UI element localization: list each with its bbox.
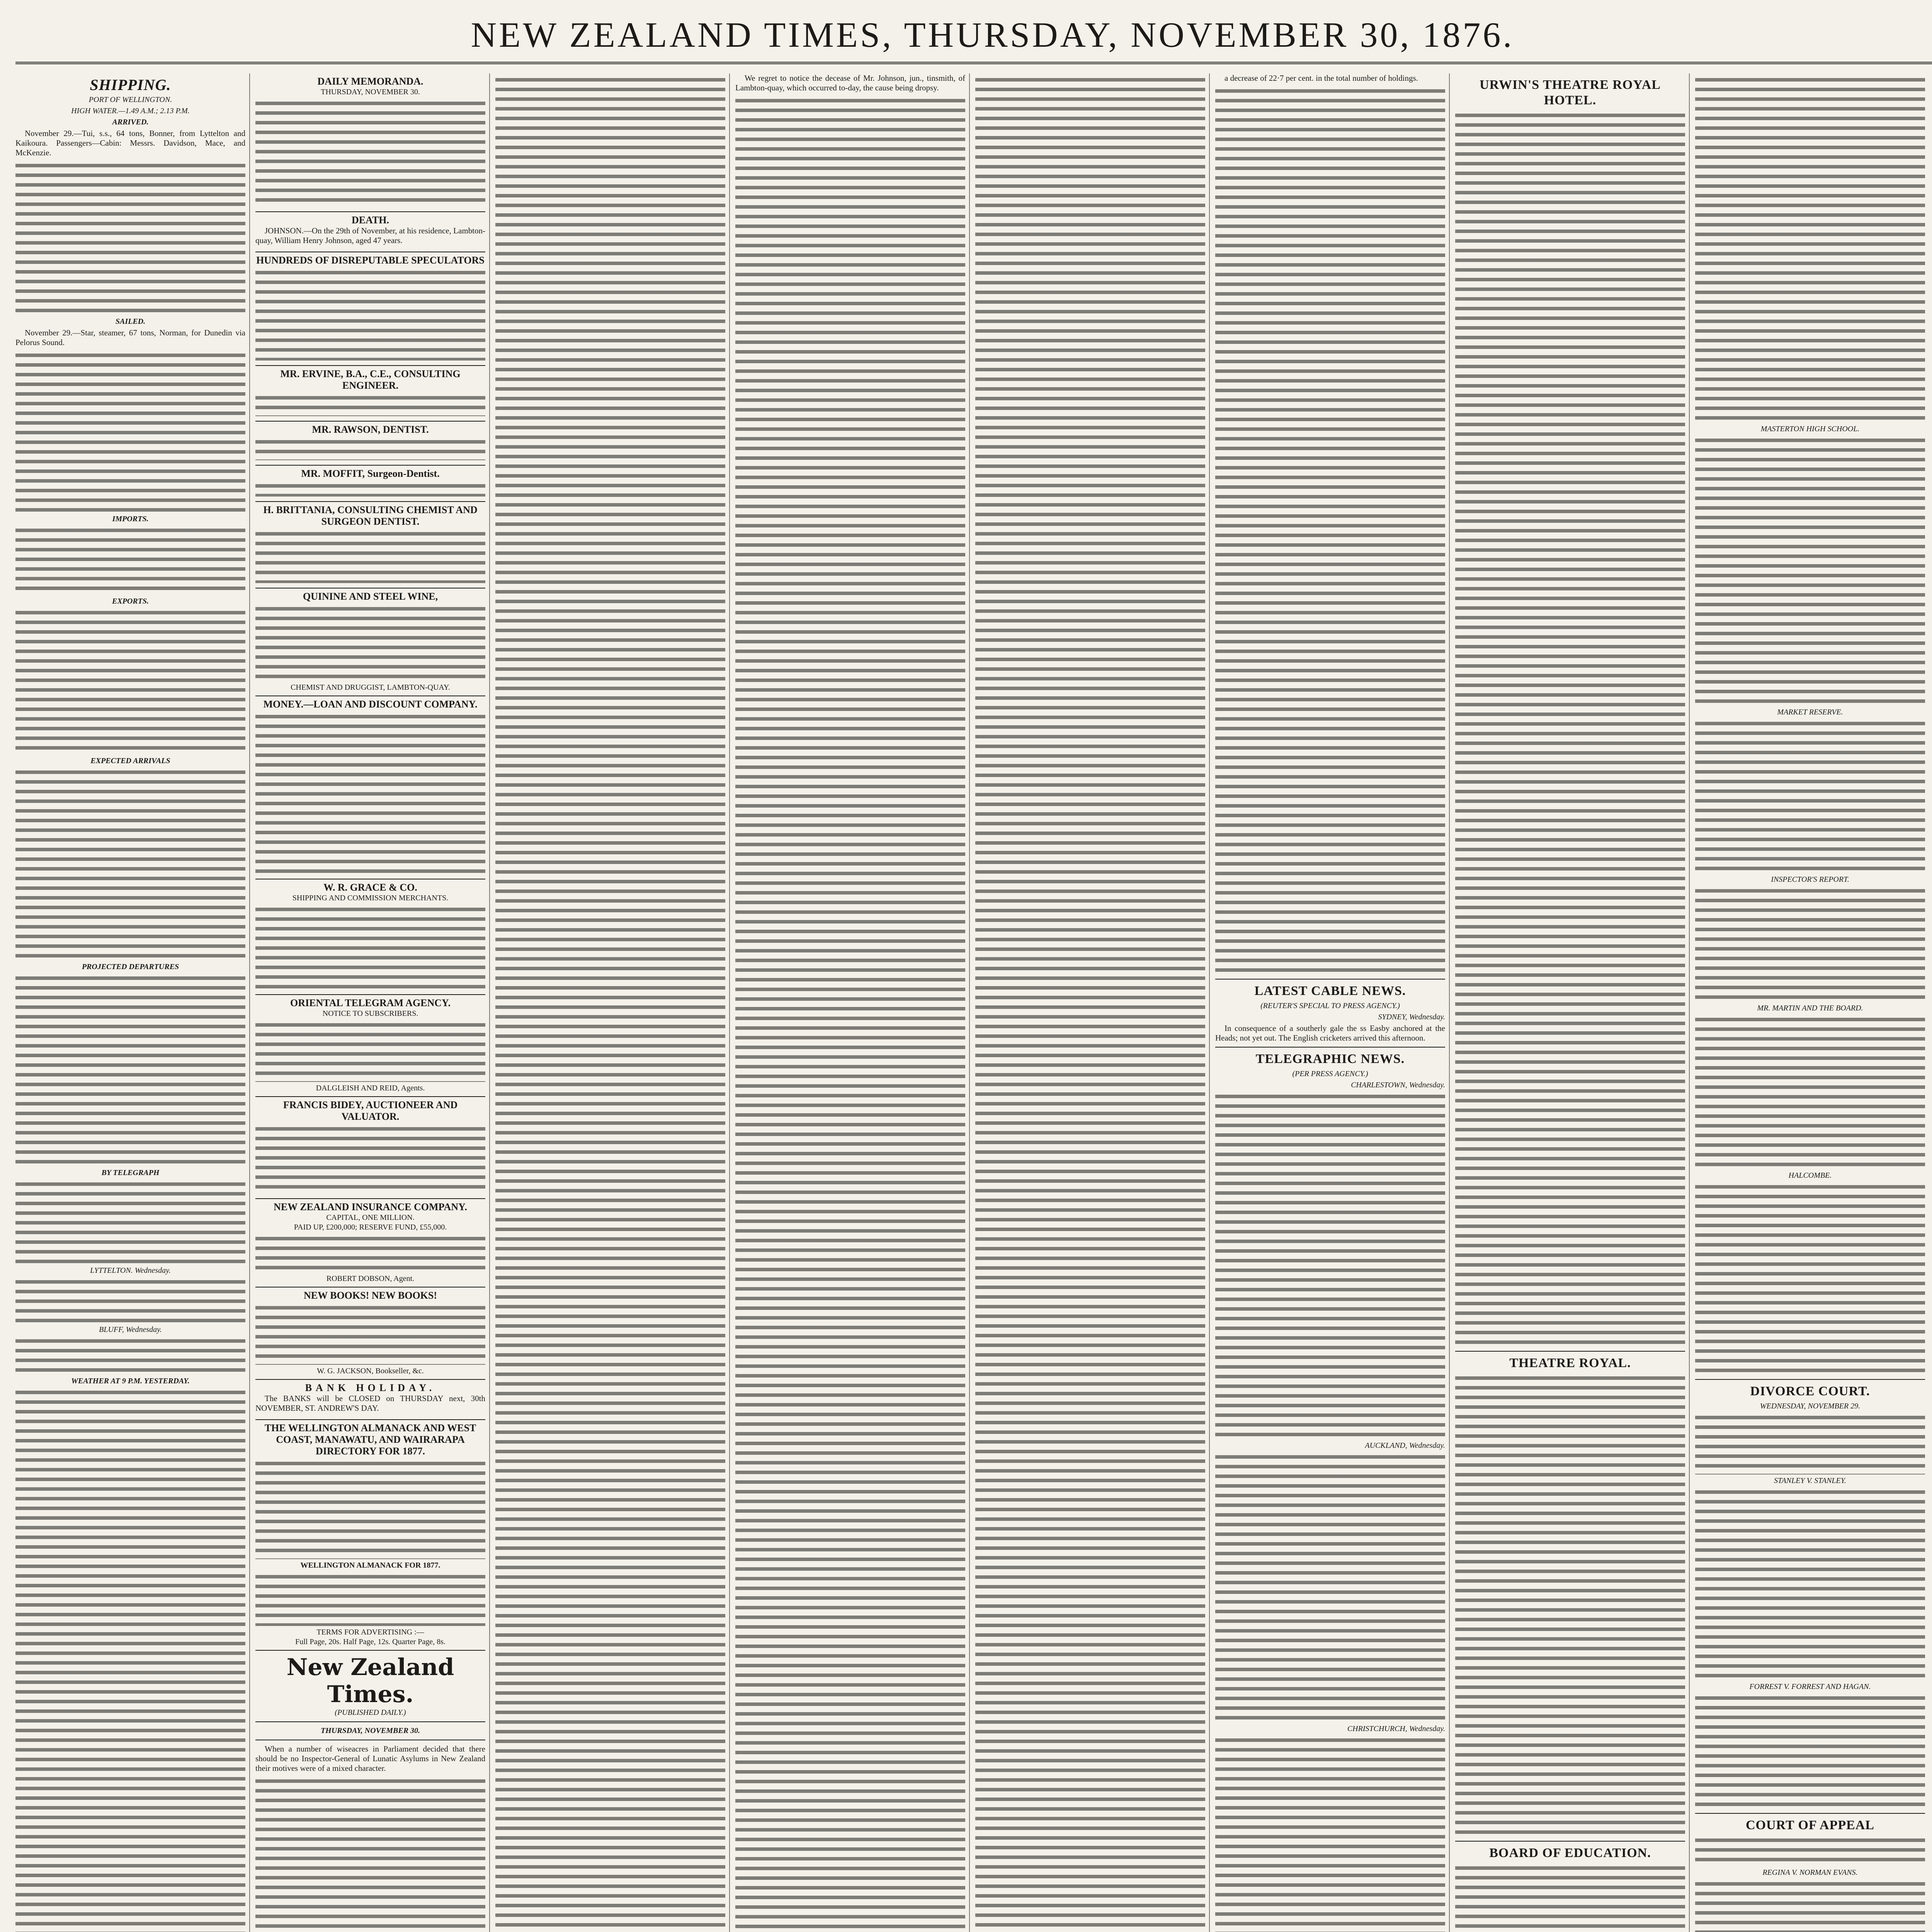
- divider: [1695, 1813, 1925, 1814]
- exports-list: [15, 608, 245, 755]
- newspaper-page: [15, 8, 1932, 1932]
- death-heading: DEATH.: [351, 214, 389, 226]
- local-news-opening: We regret to notice the decease of Mr. Johnson, jun., tinsmith, of Lambton-quay, which occurred to-day, the cause being dropsy.: [735, 73, 965, 92]
- inspector-heading: INSPECTOR'S REPORT.: [1771, 875, 1849, 884]
- column-telegraphic: [1215, 73, 1450, 1932]
- bluff-text: [15, 1336, 245, 1375]
- divorce-intro: [1695, 1413, 1925, 1475]
- memoranda-date: THURSDAY, NOVEMBER 30.: [321, 88, 420, 96]
- telegraphic-heading: TELEGRAPHIC NEWS.: [1255, 1052, 1405, 1066]
- oriental-sub: NOTICE TO SUBSCRIBERS.: [322, 1009, 418, 1018]
- divider: [255, 1721, 485, 1722]
- bank-holiday-text: The BANKS will be CLOSED on THURSDAY next, 30th NOVEMBER, ST. ANDREW'S DAY.: [255, 1394, 485, 1413]
- moffit-ad: MR. MOFFIT, Surgeon-Dentist.: [301, 468, 440, 479]
- projected-list: [15, 973, 245, 1167]
- board-continued: [1695, 75, 1925, 423]
- insurance-ad: NEW ZEALAND INSURANCE COMPANY.: [274, 1201, 467, 1213]
- cable-text: In consequence of a southerly gale the ss Easby anchored at the Heads; not yet out. The English cricketers arrived this afternoon.: [1215, 1024, 1445, 1043]
- column-advertisements: [255, 73, 490, 1932]
- market-text: [1695, 719, 1925, 873]
- grace-ad: W. R. GRACE & CO.: [323, 882, 417, 893]
- local-news-continued: [975, 75, 1205, 1932]
- projected-heading: PROJECTED DEPARTURES: [82, 963, 179, 971]
- theatre-heading: THEATRE ROYAL.: [1509, 1356, 1631, 1370]
- column-theatre: [1455, 73, 1690, 1932]
- port-heading: PORT OF WELLINGTON.: [88, 95, 172, 104]
- ad-text: [255, 1572, 485, 1626]
- ervine-ad: MR. ERVINE, B.A., C.E., CONSULTING ENGINEER.: [280, 368, 461, 391]
- ad-text: [255, 481, 485, 497]
- expected-list: [15, 767, 245, 961]
- newspaper-title: New Zealand Times.: [286, 1654, 454, 1708]
- shipping-heading: SHIPPING.: [90, 76, 171, 94]
- ad-text: [255, 437, 485, 460]
- tide-line: HIGH WATER.—1.49 A.M.; 2.13 P.M.: [71, 107, 190, 115]
- insurance-paid: PAID UP, £200,000; RESERVE FUND, £55,000.: [294, 1223, 447, 1231]
- high-school-text: [1695, 435, 1925, 706]
- imports-heading: IMPORTS.: [112, 515, 149, 523]
- cable-place: SYDNEY, Wednesday.: [1378, 1013, 1445, 1021]
- case-stanley: STANLEY V. STANLEY.: [1774, 1476, 1847, 1485]
- divorce-heading: DIVORCE COURT.: [1750, 1384, 1870, 1398]
- telegraph-text: [15, 1179, 245, 1264]
- death-notice: JOHNSON.—On the 29th of November, at his residence, Lambton-quay, William Henry Johnson, aged 47 years.: [255, 226, 485, 245]
- exports-heading: EXPORTS.: [112, 597, 149, 605]
- divider: [1215, 979, 1445, 980]
- rawson-ad: MR. RAWSON, DENTIST.: [312, 424, 429, 435]
- columns: [15, 73, 1932, 1932]
- theatre-text: [1455, 1373, 1685, 1837]
- ad-text: [255, 604, 485, 681]
- quinine-ad: QUININE AND STEEL WINE,: [303, 591, 438, 602]
- market-heading: MARKET RESERVE.: [1777, 708, 1843, 716]
- case-forrest: FORREST V. FORREST AND HAGAN.: [1749, 1682, 1871, 1691]
- insurance-agent: ROBERT DOBSON, Agent.: [326, 1274, 415, 1283]
- high-school-heading: MASTERTON HIGH SCHOOL.: [1760, 425, 1860, 433]
- terms-heading: TERMS FOR ADVERTISING :—: [316, 1628, 424, 1636]
- article-continued: [1215, 86, 1445, 975]
- money-ad: MONEY.—LOAN AND DISCOUNT COMPANY.: [263, 699, 478, 710]
- bidey-ad: FRANCIS BIDEY, AUCTIONEER AND VALUATOR.: [283, 1099, 458, 1122]
- divider: [1455, 1351, 1685, 1352]
- ad-text: [255, 529, 485, 583]
- chemist-name: CHEMIST AND DRUGGIST, LAMBTON-QUAY.: [291, 683, 450, 692]
- memoranda-heading: DAILY MEMORANDA.: [317, 76, 423, 87]
- ad-text: [255, 1303, 485, 1365]
- weather-heading: WEATHER AT 9 P.M. YESTERDAY.: [71, 1377, 190, 1385]
- lyttelton-heading: LYTTELTON. Wednesday.: [90, 1266, 171, 1275]
- sailed-list: [15, 350, 245, 513]
- column-local-news: [735, 73, 970, 1932]
- telegraph-text-3: [1215, 1735, 1445, 1932]
- britannia-ad: H. BRITTANIA, CONSULTING CHEMIST AND SURGEON DENTIST.: [263, 504, 478, 527]
- halcombe-text: [1695, 1182, 1925, 1375]
- telegraph-place-3: CHRISTCHURCH, Wednesday.: [1347, 1725, 1445, 1733]
- books-ad: NEW BOOKS! NEW BOOKS!: [303, 1290, 437, 1301]
- case-forrest-text: [1695, 1693, 1925, 1809]
- arrivals-list: [15, 161, 245, 315]
- cable-subheading: (REUTER'S SPECIAL TO PRESS AGENCY.): [1260, 1002, 1400, 1010]
- telegraph-place-1: CHARLESTOWN, Wednesday.: [1351, 1081, 1445, 1089]
- arrived-heading: ARRIVED.: [112, 118, 149, 126]
- column-local-news-2: [975, 73, 1210, 1932]
- case-evans: REGINA V. NORMAN EVANS.: [1762, 1868, 1858, 1877]
- divider: [1695, 1379, 1925, 1380]
- memoranda-text: [255, 99, 485, 207]
- case-stanley-text: [1695, 1487, 1925, 1680]
- ad-text: [255, 1124, 485, 1194]
- column-shipping: [15, 73, 250, 1932]
- almanac-title2: WELLINGTON ALMANACK FOR 1877.: [300, 1561, 440, 1570]
- bluff-heading: BLUFF, Wednesday.: [99, 1325, 162, 1334]
- board-text: [1455, 1863, 1685, 1932]
- divider: [1455, 1841, 1685, 1842]
- board-heading: BOARD OF EDUCATION.: [1489, 1846, 1651, 1860]
- leader-opening: When a number of wiseacres in Parliament decided that there should be no Inspector-General of Lunatic Asylums in New Zealand their motives were of a mixed character.: [255, 1744, 485, 1773]
- expected-heading: EXPECTED ARRIVALS: [90, 757, 170, 765]
- lyttelton-text: [15, 1277, 245, 1323]
- martin-text: [1695, 1015, 1925, 1169]
- bookseller: W. G. JACKSON, Bookseller, &c.: [317, 1367, 424, 1375]
- column-leader: [495, 73, 730, 1932]
- appeal-intro: [1695, 1835, 1925, 1866]
- column-courts: [1695, 73, 1929, 1932]
- telegraph-text-2: [1215, 1452, 1445, 1723]
- published-line: (PUBLISHED DAILY.): [335, 1708, 406, 1717]
- insurance-capital: CAPITAL, ONE MILLION.: [326, 1213, 415, 1222]
- speculators-ad-title: HUNDREDS OF DISREPUTABLE SPECULATORS: [256, 255, 485, 266]
- almanac-ad: THE WELLINGTON ALMANACK AND WEST COAST, MANAWATU, AND WAIRARAPA DIRECTORY FOR 1877.: [264, 1422, 476, 1457]
- divorce-date: WEDNESDAY, NOVEMBER 29.: [1760, 1402, 1861, 1410]
- hotel-text: [1455, 111, 1685, 1347]
- halcombe-heading: HALCOMBE.: [1788, 1171, 1832, 1180]
- speculators-ad-text: [255, 268, 485, 361]
- divider: [1215, 1047, 1445, 1048]
- telegraph-place-2: AUCKLAND, Wednesday.: [1365, 1441, 1445, 1450]
- masthead: NEW ZEALAND TIMES, THURSDAY, NOVEMBER 30, 1876.: [15, 8, 1932, 64]
- appeal-heading: COURT OF APPEAL: [1745, 1818, 1875, 1832]
- leader-continued: [495, 75, 725, 1932]
- case-evans-text: [1695, 1879, 1925, 1932]
- telegraph-heading: BY TELEGRAPH: [101, 1168, 160, 1177]
- ad-text: [255, 1020, 485, 1082]
- leader-text: [255, 1776, 485, 1932]
- shipping-notes: [15, 1388, 245, 1932]
- ad-text: [255, 1234, 485, 1272]
- imports-list: [15, 526, 245, 595]
- local-news-text: [735, 96, 965, 1932]
- article-continued-opening: a decrease of 22·7 per cent. in the total number of holdings.: [1225, 73, 1418, 83]
- hotel-heading: URWIN'S THEATRE ROYAL HOTEL.: [1480, 78, 1661, 107]
- telegraphic-subheading: (PER PRESS AGENCY.): [1292, 1070, 1368, 1078]
- ad-text: [255, 905, 485, 990]
- ad-text: [255, 1459, 485, 1559]
- bank-holiday-title: BANK HOLIDAY.: [305, 1382, 436, 1393]
- sailed-text: November 29.—Star, steamer, 67 tons, Norman, for Dunedin via Pelorus Sound.: [15, 328, 245, 347]
- ad-text: [255, 712, 485, 874]
- cable-heading: LATEST CABLE NEWS.: [1254, 984, 1406, 998]
- terms-values: Full Page, 20s. Half Page, 12s. Quarter Page, 8s.: [295, 1638, 446, 1646]
- telegraph-text-1: [1215, 1092, 1445, 1439]
- ad-text: [255, 393, 485, 416]
- martin-heading: MR. MARTIN AND THE BOARD.: [1757, 1004, 1863, 1012]
- arrived-text: November 29.—Tui, s.s., 64 tons, Bonner, from Lyttelton and Kaikoura. Passengers—Cabin: Messrs. Davidson, Mace, and McKenzie.: [15, 129, 245, 157]
- grace-sub: SHIPPING AND COMMISSION MERCHANTS.: [292, 894, 449, 902]
- sailed-heading: SAILED.: [115, 317, 146, 326]
- inspector-text: [1695, 886, 1925, 1002]
- leader-dateline: THURSDAY, NOVEMBER 30.: [320, 1726, 420, 1735]
- oriental-agents: DALGLEISH AND REID, Agents.: [316, 1084, 425, 1092]
- oriental-ad: ORIENTAL TELEGRAM AGENCY.: [290, 997, 451, 1009]
